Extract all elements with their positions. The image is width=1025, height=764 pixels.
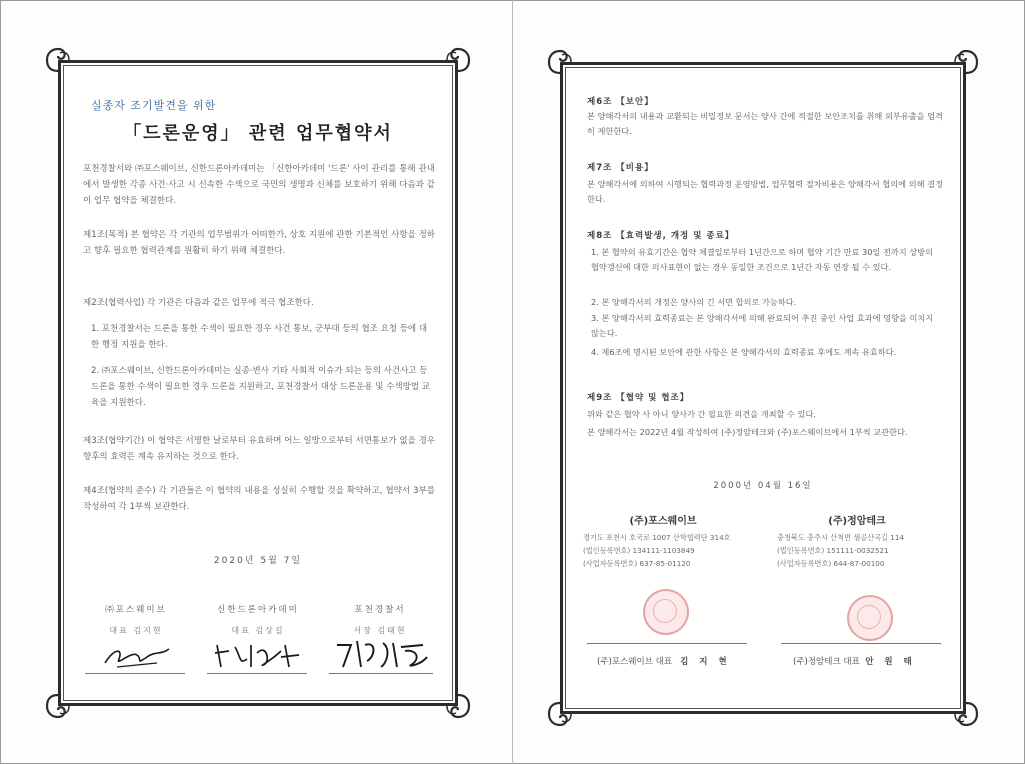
representative-right: [793, 655, 916, 667]
article-9-text-1: 위와 같은 협약 사 아니 양사가 간 필요한 의견을 개최할 수 있다.: [587, 409, 816, 419]
representative-label: (주)포스웨이브 대표: [597, 657, 673, 667]
article-2: 제2조(협력사업) 각 기관은 다음과 같은 업무에 적극 협조한다.: [83, 298, 314, 308]
signer-org: ㈜포스웨이브: [105, 605, 167, 615]
article-8-heading: 제8조 【효력발생, 개정 및 종료】: [587, 231, 735, 241]
article-2-item-2: 2. ㈜포스웨이브, 신한드론아카데미는 실종·변사 기타 사회적 이슈가 되는 등의 사건사고 등 드론을 통한 수색이 필요한 경우 드론을 지원하고, 포천경찰서 대상 드론운용 및 수색방법 교육을 지원한다.: [91, 366, 430, 408]
company-name: (주)포스웨이브: [629, 516, 697, 527]
agreement-date: 2020년 5월 7일: [213, 556, 303, 566]
company-name: (주)정암테크: [828, 516, 886, 527]
signature-line: [85, 673, 185, 674]
signer-1: [81, 603, 191, 636]
signature-line: [207, 673, 307, 674]
article-9-text-2: 본 양해각서는 2022년 4월 작성하여 (주)정암테크와 (주)포스웨이브에서 1부씩 교관한다.: [587, 427, 908, 437]
company-seal-left: [643, 589, 689, 635]
article-4: 제4조(협약의 준수) 각 기관들은 이 협약의 내용을 성실히 수행할 것을 확약하고, 협약서 3부를 작성하여 각 1부씩 보관한다.: [83, 486, 435, 512]
company-reg-2: (사업자등록번호) 637-85-01120: [583, 559, 691, 568]
signer-role: 대표 김지현: [109, 626, 163, 635]
signer-2: [203, 603, 313, 636]
agreement-date: 2000년 04월 16일: [713, 481, 813, 491]
signature-3-image: [331, 637, 431, 671]
corner-ornament-icon: [445, 693, 471, 719]
corner-ornament-icon: [547, 701, 573, 727]
article-8-item-3: 3. 본 양해각서의 효력종료는 본 양해각서에 의해 완료되어 추진 중인 사업 효과에 영향을 미치지 않는다.: [591, 313, 934, 338]
corner-ornament-icon: [445, 47, 471, 73]
article-7-text: 본 양해각서에 의하여 시행되는 협력과정 운영방법, 업무협력 절차비용은 양해각서 협의에 의해 결정한다.: [587, 179, 943, 204]
signer-org: 포천경찰서: [354, 605, 406, 615]
article-1: 제1조(목적) 본 협약은 각 기관의 업무범위가 어떠한가, 상호 지원에 관한 기본적인 사항을 정하고 향후 필요한 협력관계를 원활히 하기 위해 체결한다.: [83, 230, 435, 256]
company-address: 충청북도 충주시 산척면 샘골산곡길 114: [777, 533, 905, 542]
article-8-item-4: 4. 제6조에 명시된 보안에 관한 사항은 본 양해각서의 효력종료 후에도 계속 유효하다.: [591, 347, 897, 357]
representative-name: 안 원 태: [865, 657, 916, 667]
page-gutter-divider: [512, 0, 513, 764]
article-8-item-1: 1. 본 협약의 유효기간은 협약 체결일로부터 1년간으로 하며 협약 기간 만료 30일 전까지 상방의 협약갱신에 대한 의사표현이 없는 경우 동일한 조건으로 1년간 자동 연장 될 수 있다.: [591, 247, 934, 272]
article-7-heading: 제7조 【비용】: [587, 163, 654, 173]
company-reg-1: (법인등록번호) 134111-1103849: [583, 546, 695, 555]
signer-org: 신한드론아카데미: [217, 605, 299, 615]
representative-line: [781, 643, 941, 644]
company-address: 경기도 포천시 호국로 1007 산학협력단 314호: [583, 533, 731, 542]
representative-name: 김 지 현: [680, 657, 731, 667]
corner-ornament-icon: [953, 49, 979, 75]
representative-label: (주)정암테크 대표: [793, 657, 860, 667]
signer-role: 서장 김태현: [353, 626, 407, 635]
corner-ornament-icon: [45, 47, 71, 73]
agreement-page-right: [560, 62, 966, 714]
representative-line: [587, 643, 747, 644]
signature-line: [329, 673, 433, 674]
corner-ornament-icon: [953, 701, 979, 727]
signer-role: 대표 김상길: [231, 626, 285, 635]
agreement-title: 「드론운영」 관련 업무협약서: [123, 123, 393, 144]
article-6-text: 본 양해각서의 내용과 교환되는 비밀정보 문서는 양사 간에 적절한 보안조치를 취해 외부유출을 엄격히 제한한다.: [587, 111, 943, 136]
article-9-heading: 제9조 【협약 및 협조】: [587, 393, 690, 403]
corner-ornament-icon: [45, 693, 71, 719]
article-8-item-2: 2. 본 양해각서의 개정은 양사의 긴 서면 합의로 가능하다.: [591, 297, 797, 307]
article-3: 제3조(협약기간) 이 협약은 서명한 날로부터 유효하며 어느 일방으로부터 서면통보가 없을 경우 향후의 효력은 계속 유지하는 것으로 한다.: [83, 436, 435, 462]
company-seal-right: [847, 595, 893, 641]
company-block-left: [583, 515, 743, 570]
signature-1-image: [97, 641, 177, 671]
company-reg-2: (사업자등록번호) 644-87-00100: [777, 559, 885, 568]
agreement-subtitle: 실종자 조기발견을 위한: [91, 99, 217, 112]
company-block-right: [777, 515, 937, 570]
article-6-heading: 제6조 【보안】: [587, 97, 654, 107]
agreement-intro: 포천경찰서와 ㈜포스웨이브, 신한드론아카데미는 「신한아카데미 '드론' 사이 관리를 통해 관내에서 발생한 각종 사건·사고 시 신속한 수색으로 국민의 생명과 신체를 보호하기 위해 다음과 같이 업무 협약을 체결한다.: [83, 164, 435, 206]
company-reg-1: (법인등록번호) 151111-0032521: [777, 546, 889, 555]
article-2-item-1: 1. 포천경찰서는 드론을 통한 수색이 필요한 경우 사건 통보, 군부대 등의 협조 요청 등에 대한 행정 지원을 한다.: [91, 324, 428, 350]
representative-left: [597, 655, 731, 667]
signer-3: [325, 603, 435, 636]
agreement-page-left: [58, 60, 458, 706]
signature-2-image: [211, 639, 301, 671]
corner-ornament-icon: [547, 49, 573, 75]
